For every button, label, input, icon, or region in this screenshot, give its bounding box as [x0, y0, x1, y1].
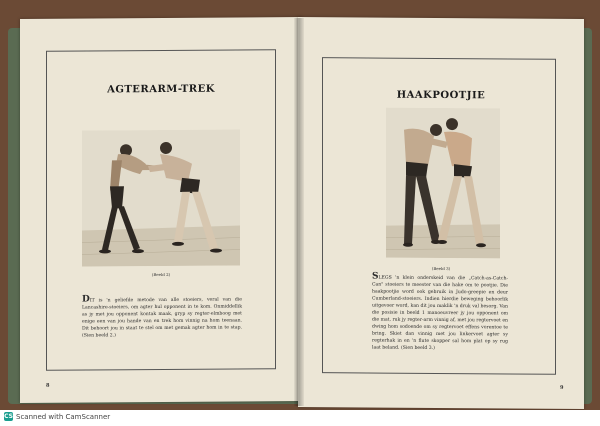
left-page — [20, 17, 302, 403]
figure-caption: (Beeld 3) — [431, 265, 451, 272]
paragraph-text: IT is 'n geliefde metode van alle stoeiers, veral van die Lancashire-stoeiers, om agter hul opponent in te kom. Onmiddellik as jy met jou opponent kontak maak, gryp sy regter-elmboog met enige een van jou hande van en trek hom vinnig na hom teenaan. Dit behoort jou in staat te stel om met gemak agter hom in te stap. (Sien beeld 2.) — [82, 297, 242, 339]
page-title: HAAKPOOTJIE — [396, 89, 486, 102]
paragraph-text: LEGS 'n klein onderskeid van die „Catch-as-Catch-Can" stoeiers te meester van die hake om te pootjie. Die haakpootjie word ook gebruik in Judo-greepie en deur Cumberland-stoeiers. Indien hierdie beweging behoorlik uitgevoer word, kan dit jou maklik 'n druk val besorg. Van die posisie in beeld 1 manoeuvreer jy jou opponent om die mat, ruk jy regter-arm vinnig af, met jou regtervoet en dwing hom sodoende om sy regtervoet effens vorentoe te bring. Skiet dan vinnig met jou linkervoet agter sy regterhak in en 'n flute skopper sal hom plat op sy rug laat beland. (Sien beeld 3.) — [372, 275, 508, 351]
drop-cap: D — [82, 294, 90, 305]
figure-caption: (Beeld 2) — [151, 271, 171, 278]
wrestling-illustration — [386, 108, 500, 259]
scanner-text: Scanned with CamScanner — [16, 412, 111, 421]
page-number: 8 — [46, 382, 50, 389]
scanner-watermark — [4, 412, 110, 421]
right-page — [298, 17, 584, 409]
drop-cap: S — [372, 271, 379, 282]
body-paragraph — [82, 295, 242, 339]
body-paragraph — [372, 271, 508, 353]
page-title: AGTERARM-TREK — [107, 83, 215, 96]
camscanner-icon: CS — [4, 413, 13, 420]
scanner-footer — [0, 410, 600, 426]
book-gutter — [294, 18, 304, 406]
wrestling-illustration — [82, 129, 240, 266]
page-number: 9 — [560, 384, 564, 391]
